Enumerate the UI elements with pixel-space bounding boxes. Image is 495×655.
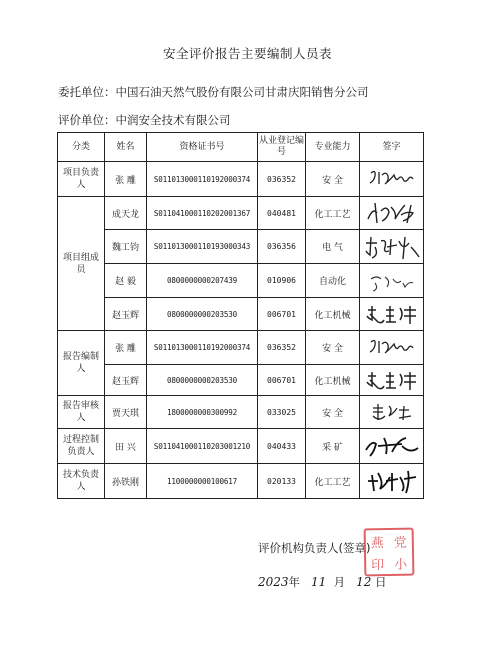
category-cell: 项目组成员 bbox=[58, 197, 105, 331]
handwritten-signature bbox=[365, 199, 419, 227]
evaluator-line bbox=[58, 112, 231, 128]
cert-cell: 0800000000207439 bbox=[147, 264, 258, 298]
category-cell: 项目负责人 bbox=[58, 162, 105, 197]
pro-cell: 化工工艺 bbox=[306, 197, 360, 230]
handwritten-signature bbox=[369, 400, 415, 424]
name-cell: 成天龙 bbox=[105, 197, 147, 230]
reg-cell: 036352 bbox=[258, 162, 306, 197]
seal-char: 小 bbox=[394, 557, 408, 573]
handwritten-signature bbox=[364, 467, 420, 495]
pro-cell: 化工工艺 bbox=[306, 464, 360, 499]
date-month: 11 bbox=[311, 575, 327, 589]
reg-cell: 006701 bbox=[258, 298, 306, 331]
client-value: 中国石油天然气股份有限公司甘肃庆阳销售分公司 bbox=[115, 85, 369, 99]
table-row bbox=[58, 197, 424, 230]
table-row bbox=[58, 365, 424, 396]
name-cell: 赵玉辉 bbox=[105, 365, 147, 396]
handwritten-signature bbox=[367, 167, 417, 191]
date-year-unit: 年 bbox=[288, 575, 301, 589]
header-pro: 专业能力 bbox=[306, 133, 360, 162]
header-reg: 从业登记编号 bbox=[258, 133, 306, 162]
category-cell: 过程控制负责人 bbox=[58, 429, 105, 464]
header-cert: 资格证书号 bbox=[147, 133, 258, 162]
signature-cell bbox=[360, 162, 424, 197]
handwritten-signature bbox=[363, 233, 421, 261]
table-header-row bbox=[58, 133, 424, 162]
signature-cell bbox=[360, 331, 424, 365]
cert-cell: S011041000110203001210 bbox=[147, 429, 258, 464]
signature-cell bbox=[360, 197, 424, 230]
name-cell: 张 雕 bbox=[105, 331, 147, 365]
pro-cell: 安 全 bbox=[306, 162, 360, 197]
cert-cell: 0800000000203530 bbox=[147, 298, 258, 331]
date-year: 2023 bbox=[258, 575, 289, 589]
seal-char: 印 bbox=[371, 557, 385, 573]
date-month-unit: 月 bbox=[333, 575, 346, 589]
signature-cell bbox=[360, 264, 424, 298]
reg-cell: 040433 bbox=[258, 429, 306, 464]
category-cell: 报告审核人 bbox=[58, 396, 105, 429]
table-row bbox=[58, 396, 424, 429]
date-day: 12 bbox=[356, 575, 372, 589]
header-signature: 签字 bbox=[360, 133, 424, 162]
table-row bbox=[58, 230, 424, 264]
seal-char: 燕 bbox=[370, 535, 384, 551]
reg-cell: 040481 bbox=[258, 197, 306, 230]
signature-cell bbox=[360, 396, 424, 429]
reg-cell: 020133 bbox=[258, 464, 306, 499]
reg-cell: 006701 bbox=[258, 365, 306, 396]
signature-cell bbox=[360, 429, 424, 464]
pro-cell: 化工机械 bbox=[306, 365, 360, 396]
handwritten-signature bbox=[367, 336, 417, 360]
category-cell: 技术负责人 bbox=[58, 464, 105, 499]
pro-cell: 安 全 bbox=[306, 396, 360, 429]
cert-cell: S011041000110202001367 bbox=[147, 197, 258, 230]
table-row bbox=[58, 264, 424, 298]
reg-cell: 036352 bbox=[258, 331, 306, 365]
reg-cell: 010906 bbox=[258, 264, 306, 298]
signature-cell bbox=[360, 464, 424, 499]
handwritten-signature bbox=[364, 368, 420, 392]
name-cell: 张 雕 bbox=[105, 162, 147, 197]
name-cell: 孙铁刚 bbox=[105, 464, 147, 499]
signing-date bbox=[258, 574, 387, 590]
seal-char: 党 bbox=[393, 535, 407, 551]
category-cell: 报告编制人 bbox=[58, 331, 105, 396]
signature-cell bbox=[360, 230, 424, 264]
staff-table bbox=[57, 132, 424, 499]
cert-cell: S011013000110193000343 bbox=[147, 230, 258, 264]
signature-label: 评价机构负责人(签章) bbox=[258, 541, 371, 555]
signature-cell bbox=[360, 365, 424, 396]
name-cell: 田 兴 bbox=[105, 429, 147, 464]
table-row bbox=[58, 162, 424, 197]
cert-cell: 1800000000300992 bbox=[147, 396, 258, 429]
reg-cell: 036356 bbox=[258, 230, 306, 264]
pro-cell: 采 矿 bbox=[306, 429, 360, 464]
name-cell: 赵 毅 bbox=[105, 264, 147, 298]
evaluator-value: 中润安全技术有限公司 bbox=[115, 113, 231, 127]
pro-cell: 电 气 bbox=[306, 230, 360, 264]
table-row bbox=[58, 298, 424, 331]
cert-cell: 1100000000100617 bbox=[147, 464, 258, 499]
name-cell: 魏工钧 bbox=[105, 230, 147, 264]
handwritten-signature bbox=[362, 432, 422, 460]
cert-cell: S011013000110192000374 bbox=[147, 162, 258, 197]
header-category: 分类 bbox=[58, 133, 105, 162]
pro-cell: 自动化 bbox=[306, 264, 360, 298]
handwritten-signature bbox=[364, 302, 420, 326]
name-cell: 贾天琪 bbox=[105, 396, 147, 429]
client-label: 委托单位： bbox=[58, 85, 116, 99]
client-line bbox=[58, 84, 369, 100]
name-cell: 赵玉辉 bbox=[105, 298, 147, 331]
pro-cell: 化工机械 bbox=[306, 298, 360, 331]
signature-cell bbox=[360, 298, 424, 331]
table-row bbox=[58, 429, 424, 464]
table-row bbox=[58, 331, 424, 365]
header-name: 姓名 bbox=[105, 133, 147, 162]
cert-cell: S011013000110192000374 bbox=[147, 331, 258, 365]
cert-cell: 0800000000203530 bbox=[147, 365, 258, 396]
table-row bbox=[58, 464, 424, 499]
pro-cell: 安 全 bbox=[306, 331, 360, 365]
date-day-unit: 日 bbox=[375, 575, 387, 589]
reg-cell: 033025 bbox=[258, 396, 306, 429]
handwritten-signature bbox=[365, 269, 419, 293]
evaluator-label: 评价单位： bbox=[58, 113, 116, 127]
page-title: 安全评价报告主要编制人员表 bbox=[162, 46, 332, 61]
red-seal-stamp bbox=[364, 528, 415, 577]
